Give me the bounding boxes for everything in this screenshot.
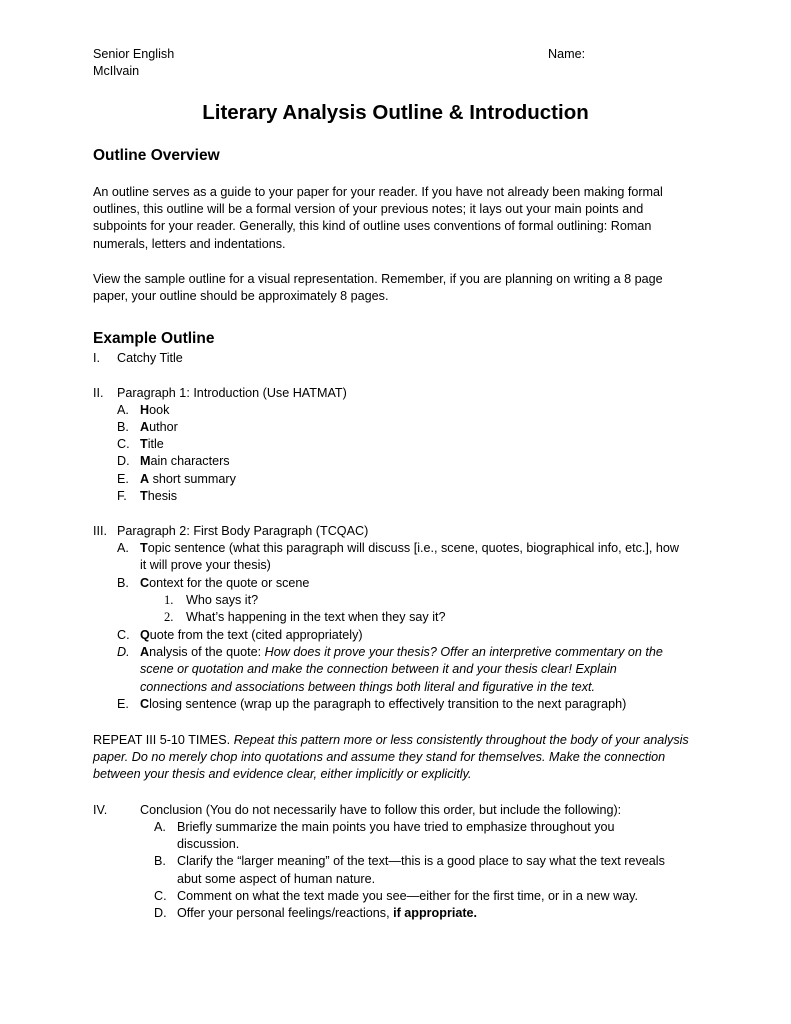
item-text: uote from the text (cited appropriately) [149, 628, 363, 642]
item-text: Clarify the “larger meaning” of the text—this is a good place to say what the text reveals [177, 854, 665, 868]
section-text: Paragraph 1: Introduction (Use HATMAT) [117, 386, 347, 400]
item-letter: C. [117, 628, 130, 642]
item-bold-text: if appropriate. [393, 906, 478, 920]
item-letter: F. [117, 489, 127, 503]
mnemonic-letter: H [140, 403, 150, 417]
item-text: Who says it? [186, 593, 259, 607]
item-letter: A. [117, 403, 129, 417]
teacher-name: McIlvain [93, 64, 140, 78]
item-text: uthor [149, 420, 178, 434]
outline-overview-heading: Outline Overview [93, 147, 220, 164]
roman-numeral: III. [93, 524, 107, 538]
item-text: hesis [147, 489, 178, 503]
item-letter: E. [117, 472, 129, 486]
item-italic-text: scene or quotation and make the connection between it and your thesis clear! Explain [140, 662, 617, 676]
mnemonic-letter: C [140, 697, 150, 711]
header-left [93, 46, 174, 80]
text-line: View the sample outline for a visual representation. Remember, if you are planning on writing a 8 page [93, 272, 663, 286]
name-label: Name: [548, 47, 586, 61]
repeat-italic: between your thesis and evidence clear, either implicitly or explicitly. [93, 767, 472, 782]
overview-paragraph-2 [93, 271, 703, 305]
roman-numeral: II. [93, 386, 104, 400]
item-text: Briefly summarize the main points you have tried to emphasize throughout you [177, 820, 615, 834]
example-outline-heading: Example Outline [93, 330, 215, 347]
item-number: 1. [164, 593, 174, 607]
item-text: ook [149, 403, 170, 417]
section-text: Catchy Title [117, 351, 183, 365]
item-letter: B. [154, 854, 166, 868]
item-number: 2. [164, 610, 174, 624]
item-italic-text: How does it prove your thesis? Offer an interpretive commentary on the [264, 645, 663, 659]
item-text: discussion. [177, 837, 240, 851]
text-line: An outline serves as a guide to your paper for your reader. If you have not already been making formal [93, 185, 663, 199]
item-letter: D. [154, 906, 167, 920]
text-line: paper, your outline should be approximately 8 pages. [93, 289, 389, 304]
item-letter: B. [117, 576, 129, 590]
item-text: ain characters [150, 454, 230, 468]
item-text: itle [147, 437, 164, 451]
mnemonic-letter: A [140, 420, 150, 434]
item-text: ontext for the quote or scene [149, 576, 310, 590]
overview-paragraph-1 [93, 184, 703, 253]
item-text: it will prove your thesis) [140, 558, 271, 572]
text-line: outlines, this outline will be a formal version of your previous notes; it lays out your main points and [93, 202, 644, 217]
item-text: nalysis of the quote: [149, 645, 265, 659]
item-text: short summary [149, 472, 236, 486]
text-line: numerals, letters and indentations. [93, 236, 286, 251]
item-letter: A. [117, 541, 129, 555]
roman-numeral: IV. [93, 803, 108, 817]
mnemonic-letter: Q [140, 628, 150, 642]
mnemonic-letter: A [140, 645, 150, 659]
item-text: losing sentence (wrap up the paragraph to effectively transition to the next paragraph) [149, 697, 627, 711]
section-text: Conclusion (You do not necessarily have to follow this order, but include the following): [140, 803, 622, 817]
item-italic-text: connections and associations between things both literal and figurative in the text. [140, 680, 596, 694]
item-letter: D. [117, 645, 130, 659]
item-letter: A. [154, 820, 166, 834]
section-text: Paragraph 2: First Body Paragraph (TCQAC) [117, 524, 369, 538]
item-text: opic sentence (what this paragraph will discuss [i.e., scene, quotes, biographical info, etc.], how [147, 541, 680, 555]
mnemonic-letter: M [140, 454, 151, 468]
mnemonic-letter: T [140, 489, 148, 503]
mnemonic-letter: T [140, 541, 148, 555]
roman-numeral: I. [93, 351, 100, 365]
item-letter: E. [117, 697, 129, 711]
item-letter: B. [117, 420, 129, 434]
repeat-lead: REPEAT III 5-10 TIMES. [93, 733, 234, 747]
repeat-italic: Repeat this pattern more or less consistently throughout the body of your analysis [233, 733, 689, 747]
mnemonic-letter: T [140, 437, 148, 451]
course-name: Senior English [93, 47, 175, 61]
repeat-italic: paper. Do no merely chop into quotations and assume they stand for themselves. Make the connection [93, 750, 666, 765]
mnemonic-letter: A [140, 472, 150, 486]
repeat-note [93, 732, 703, 784]
mnemonic-letter: C [140, 576, 150, 590]
item-text: Offer your personal feelings/reactions, [177, 906, 394, 920]
item-letter: C. [117, 437, 130, 451]
item-letter: D. [117, 454, 130, 468]
text-line: subpoints for your reader. Generally, this kind of outline uses conventions of formal outlining: Roman [93, 219, 652, 234]
item-text: What’s happening in the text when they say it? [186, 610, 446, 624]
item-text: abut some aspect of human nature. [177, 872, 376, 886]
item-text: Comment on what the text made you see—either for the first time, or in a new way. [177, 889, 639, 903]
item-letter: C. [154, 889, 167, 903]
page-title: Literary Analysis Outline & Introduction [202, 101, 589, 124]
